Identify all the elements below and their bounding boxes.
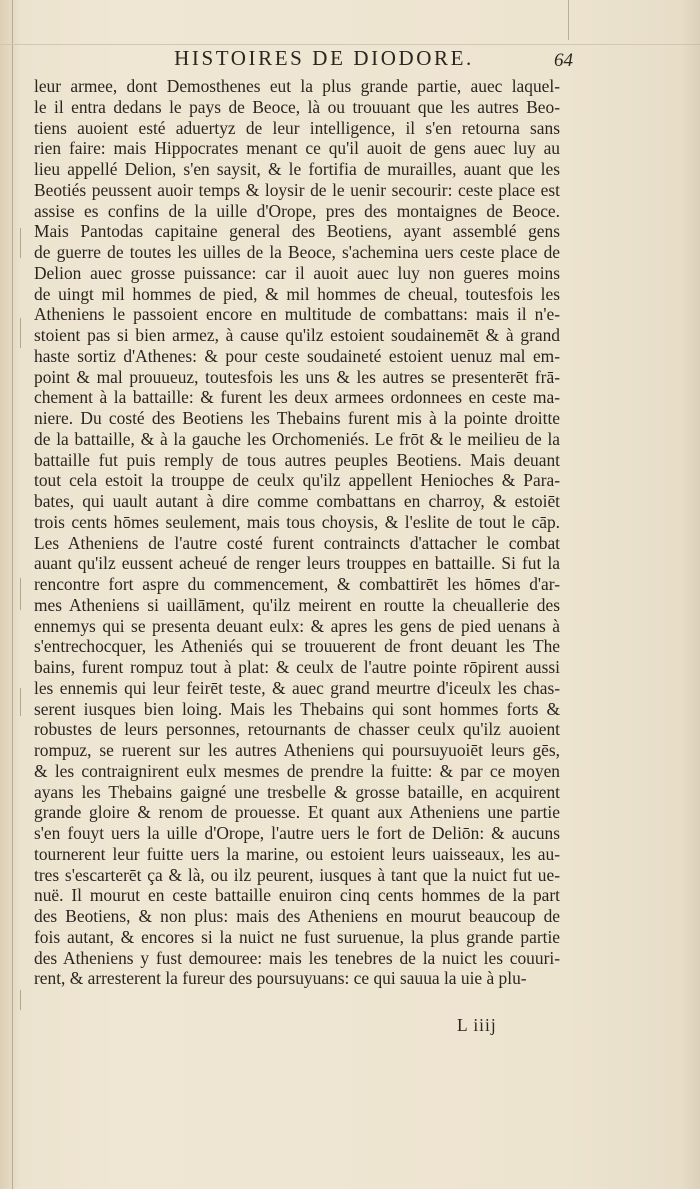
body-text: [34, 76, 560, 989]
text-line: Beotiés peussent auoir temps & loysir de le uenir secourir: ceste place est: [34, 179, 560, 200]
text-line: les ennemis qui leur feirēt teste, & auec grand meurtre d'iceulx les chas-: [34, 677, 560, 698]
text-line: Les Atheniens de l'autre costé furent contraincts d'attacher le combat: [34, 532, 560, 553]
text-line: rencontre fort aspre du commencement, & combattirēt les hōmes d'ar-: [34, 574, 560, 594]
text-line: battaille fut puis remply de tous autres peuples Beotiens. Mais deuant: [34, 449, 560, 470]
text-line: de guerre de toutes les uilles de la Beoce, s'achemina uers ceste place de: [34, 242, 560, 262]
text-line: Delion auec grosse puissance: car il auoit auec luy non gueres moins: [34, 262, 560, 283]
text-line: tres s'escarterēt ça & là, ou ilz peurent, iusques à tant que la nuict fut ue-: [34, 864, 560, 885]
text-line: trois cents hōmes seulement, mais tous choysis, & l'eslite de tout le cāp.: [34, 511, 560, 532]
text-line: stoient pas si bien armez, à cause qu'ilz estoient soudainemēt & à grand: [34, 325, 560, 345]
upper-page-crease: [568, 0, 569, 40]
signature-mark: L iiij: [457, 1015, 497, 1035]
top-page-rule: [0, 44, 700, 45]
text-line: serent iusques bien loing. Mais les Thebains qui sont hommes forts &: [34, 698, 560, 719]
text-line: mes Atheniens si uaillāment, qu'ilz meirent en routte la cheuallerie des: [34, 594, 560, 615]
text-line: s'entrechocquer, les Atheniés qui se trouuerent de front deuant les The: [34, 636, 560, 657]
page-edge-shadow: [682, 0, 700, 1189]
text-line: robustes de leurs personnes, retournants de chasser ceulx qu'ilz auoient: [34, 719, 560, 740]
running-title: HISTOIRES DE DIODORE.: [174, 46, 474, 70]
text-line: le il entra dedans le pays de Beoce, là ou trouuant que les autres Beo-: [34, 96, 560, 117]
text-line: tournerent leur fuitte uers la marine, ou estoient leurs uaisseaux, les au-: [34, 843, 560, 864]
text-line: de la battaille, & à la gauche les Orchomeniés. Le frōt & le meilieu de la: [34, 428, 560, 449]
margin-bracket: [20, 990, 21, 1010]
text-line: nuë. Il mourut en ceste battaille enuiron cinq cents hommes de la part: [34, 885, 560, 906]
margin-bracket: [20, 688, 21, 716]
text-line: point & mal prouueuz, toutesfois les uns & les autres se presenterēt frā-: [34, 366, 560, 387]
text-line: auant qu'ilz eussent acheué de renger leurs trouppes en battaille. Si fut la: [34, 553, 560, 574]
page-gutter-edge: [12, 0, 13, 1189]
text-line: rien faire: mais Hippocrates menant ce qu'il auoit de gens auec luy au: [34, 138, 560, 159]
margin-bracket: [20, 318, 21, 348]
text-line: ayans les Thebains gaigné une tresbelle & grosse bataille, en acquirent: [34, 781, 560, 802]
text-line: rompuz, se ruerent sur les autres Atheniens qui poursuyuoiēt leurs gēs,: [34, 740, 560, 760]
text-line: assise es confins de la uille d'Orope, pres des montaignes de Beoce.: [34, 200, 560, 221]
margin-bracket: [20, 228, 21, 258]
text-line: bains, furent rompuz tout à plat: & ceulx de l'autre pointe rōpirent aussi: [34, 657, 560, 677]
text-line: Mais Pantodas capitaine general des Beotiens, ayant assemblé gens: [34, 221, 560, 242]
text-line: niere. Du costé des Beotiens les Thebains furent mis à la pointe droitte: [34, 408, 560, 428]
text-line: tiens auoient esté aduertyz de leur intelligence, il s'en retourna sans: [34, 117, 560, 138]
text-line: ennemys qui se presenta deuant eulx: & apres les gens de pied uenans à: [34, 615, 560, 636]
margin-bracket: [20, 578, 21, 610]
folio-number: 64: [554, 50, 573, 71]
text-line: de uingt mil hommes de pied, & mil hommes de cheual, toutesfois les: [34, 283, 560, 304]
text-line: leur armee, dont Demosthenes eut la plus grande partie, auec laquel-: [34, 76, 560, 96]
text-line: chement à la battaille: & furent les deux armees ordonnees en ceste ma-: [34, 387, 560, 408]
text-line: s'en fouyt uers la uille d'Orope, l'autre uers le fort de Deliōn: & aucuns: [34, 823, 560, 843]
text-line: tout cela estoit la trouppe de ceulx qu'ilz appellent Henioches & Para-: [34, 470, 560, 491]
text-line: Atheniens le passoient encore en multitude de combattans: mais il n'e-: [34, 304, 560, 325]
text-line: fois autant, & encores si la nuict ne fust suruenue, la plus grande partie: [34, 926, 560, 947]
text-line: des Atheniens y fust demouree: mais les tenebres de la nuict les couuri-: [34, 947, 560, 968]
text-line: & les contraignirent eulx mesmes de prendre la fuitte: & par ce moyen: [34, 760, 560, 781]
text-line: bates, qui uault autant à dire comme combattans en charroy, & estoiēt: [34, 491, 560, 511]
text-line: haste sortiz d'Athenes: & pour ceste soudaineté estoient uenuz mal em-: [34, 345, 560, 366]
text-line: rent, & arresterent la fureur des poursuyuans: ce qui sauua la uie à plu-: [34, 968, 527, 989]
text-line: grande gloire & renom de prouesse. Et quant aux Atheniens une partie: [34, 802, 560, 823]
text-line: lieu appellé Delion, s'en saysit, & le fortifia de murailles, auant que les: [34, 159, 560, 179]
text-line: des Beotiens, & non plus: mais des Atheniens en mourut beaucoup de: [34, 906, 560, 926]
